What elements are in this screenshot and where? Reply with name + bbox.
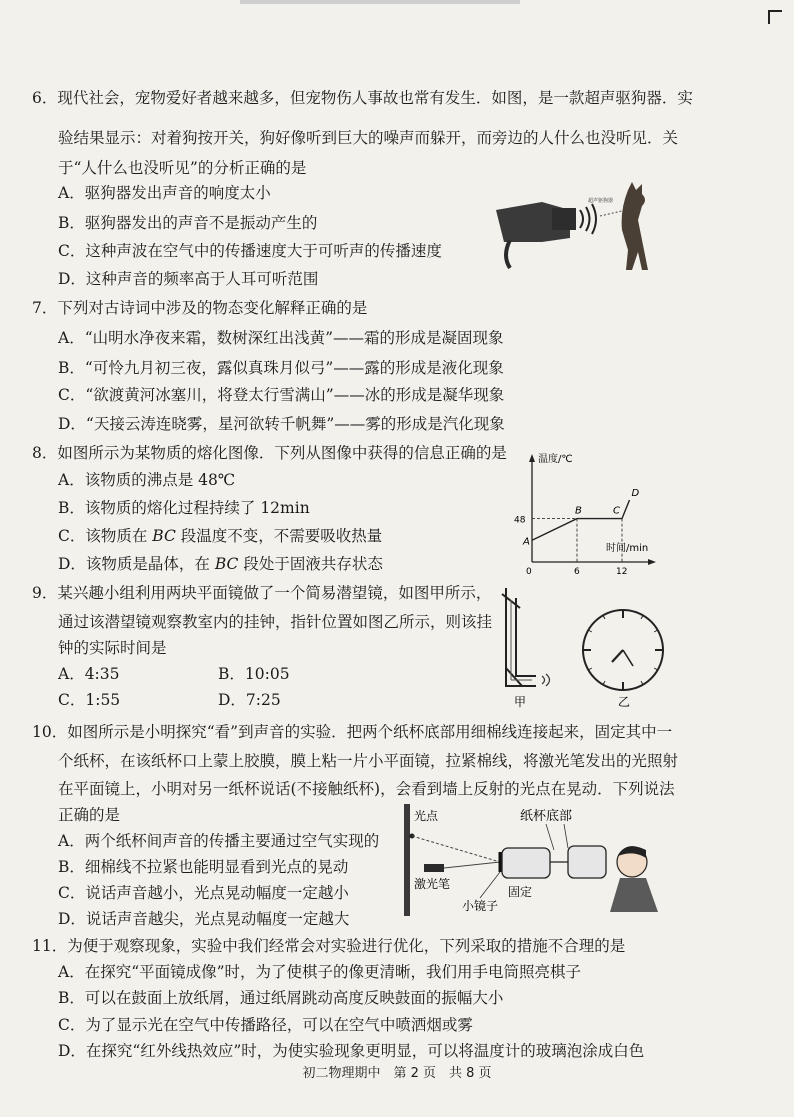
chart-ytick-48: 48 [514, 515, 526, 526]
q6-stem-line2: 验结果显示：对着狗按开关，狗好像听到巨大的噪声而躲开，而旁边的人什么也没听见．关 [58, 129, 679, 147]
q6-option-c: C．这种声波在空气中的传播速度大于可听声的传播速度 [58, 242, 442, 260]
q8-melting-chart [510, 450, 660, 575]
q9-stem-line2: 通过该潜望镜观察教室内的挂钟，指针位置如图乙所示，则该挂 [58, 613, 493, 631]
label-yi: 乙 [618, 695, 631, 709]
label-mirror: 小镜子 [462, 899, 499, 913]
chart-y-axis-arrow [529, 454, 535, 462]
q10-stem-line1: 10．如图所示是小明探究“看”到声音的实验．把两个纸杯底部用细棉线连接起来，固定其中一 [32, 723, 673, 741]
q10-figure-laser-cups [396, 800, 666, 925]
q9-option-a: A．4:35 [58, 665, 120, 683]
label-light-spot: 光点 [414, 809, 439, 823]
q7-option-b: B．“可怜九月初三夜，露似真珠月似弓”——露的形成是液化现象 [58, 359, 504, 377]
clock-hour-hand [612, 650, 623, 662]
q10-option-c: C．说话声音越小，光点晃动幅度一定越小 [58, 884, 349, 902]
chart-point-label-b: B [575, 505, 582, 517]
q10-stem-line3: 在平面镜上，小明对另一纸杯说话(不接触纸杯)，会看到墙上反射的光点在晃动．下列说法 [58, 780, 675, 798]
boy [610, 846, 658, 912]
q11-option-d: D．在探究“红外线热效应”时，为使实验现象更明显，可以将温度计的玻璃泡涂成白色 [58, 1042, 645, 1060]
periscope [502, 588, 550, 686]
q6-device-label: 超声驱狗器 [588, 198, 614, 204]
q7-stem: 7．下列对古诗词中涉及的物态变化解释正确的是 [32, 299, 368, 317]
chart-y-label: 温度/℃ [538, 454, 573, 465]
label-jia: 甲 [514, 695, 527, 709]
wall [404, 804, 410, 916]
q6-stem-line3: 于“人什么也没听见”的分析正确的是 [58, 159, 307, 177]
chart-origin-label: 0 [526, 567, 532, 575]
q9-stem-line1: 9．某兴趣小组利用两块平面镜做了一个简易潜望镜，如图甲所示， [32, 584, 492, 602]
q6-figure-dog-repeller [492, 180, 662, 276]
laser-pen [424, 864, 444, 872]
q9-option-d: D．7:25 [218, 691, 281, 709]
q10-option-d: D．说话声音越尖，光点晃动幅度一定越大 [58, 910, 350, 928]
q10-stem-line4: 正确的是 [58, 806, 121, 824]
chart-xtick-6: 6 [574, 567, 580, 575]
q11-option-b: B．可以在鼓面上放纸屑，通过纸屑跳动高度反映鼓面的振幅大小 [58, 989, 504, 1007]
chart-point-label-a: A [523, 536, 530, 548]
q7-option-d: D．“天接云涛连晓雾，星河欲转千帆舞”——雾的形成是汽化现象 [58, 415, 505, 433]
label-laser: 激光笔 [414, 877, 451, 891]
clock-minute-hand [623, 650, 633, 666]
cup-left [502, 848, 550, 878]
q11-stem: 11．为便于观察现象，实验中我们经常会对实验进行优化，下列采取的措施不合理的是 [32, 937, 626, 955]
q9-stem-line3: 钟的实际时间是 [58, 639, 167, 657]
q6-option-d: D．这种声音的频率高于人耳可听范围 [58, 270, 319, 288]
chart-point-label-d: D [631, 488, 640, 499]
q8-option-c: C．该物质在 BC 段温度不变，不需要吸收热量 [58, 527, 383, 545]
q11-option-a: A．在探究“平面镜成像”时，为了使棋子的像更清晰，我们用手电筒照亮棋子 [58, 963, 582, 981]
q8-stem: 8．如图所示为某物质的熔化图像．下列从图像中获得的信息正确的是 [32, 444, 507, 462]
q11-option-c: C．为了显示光在空气中传播路径，可以在空气中喷洒烟或雾 [58, 1016, 473, 1034]
q10-option-b: B．细棉线不拉紧也能明显看到光点的晃动 [58, 858, 349, 876]
clock [583, 610, 663, 690]
page-footer: 初二物理期中 第 2 页 共 8 页 [302, 1066, 492, 1081]
chart-point-label-c: C [613, 505, 620, 517]
q6-option-b: B．驱狗器发出的声音不是振动产生的 [58, 214, 318, 232]
q10-stem-line2: 个纸杯，在该纸杯口上蒙上胶膜，膜上粘一片小平面镜，拉紧棉线，将激光笔发出的光照射 [58, 752, 679, 770]
q8-option-a: A．该物质的沸点是 48℃ [58, 471, 236, 489]
chart-x-label: 时间/min [606, 543, 649, 554]
q7-option-c: C．“欲渡黄河冰塞川，将登太行雪满山”——冰的形成是凝华现象 [58, 386, 505, 404]
label-cup-bottom: 纸杯底部 [520, 809, 573, 824]
chart-x-axis-arrow [648, 559, 656, 565]
q9-option-c: C．1:55 [58, 691, 121, 709]
q6-stem-line1: 6．现代社会，宠物爱好者越来越多，但宠物伤人事故也常有发生．如图，是一款超声驱狗器．实 [32, 89, 693, 107]
cup-right [568, 846, 606, 878]
q7-option-a: A．“山明水净夜来霜，数树深红出浅黄”——霜的形成是凝固现象 [58, 329, 504, 347]
corner-mark [768, 10, 782, 24]
q6-option-a: A．驱狗器发出声音的响度太小 [58, 184, 271, 202]
q8-option-d: D．该物质是晶体，在 BC 段处于固液共存状态 [58, 555, 383, 573]
label-fixed: 固定 [508, 885, 533, 899]
q8-option-b: B．该物质的熔化过程持续了 12min [58, 499, 310, 517]
scan-top-edge [240, 0, 520, 4]
q9-figure-periscope-clock [492, 582, 672, 712]
q10-option-a: A．两个纸杯间声音的传播主要通过空气实现的 [58, 832, 380, 850]
q9-option-b: B．10:05 [218, 665, 290, 683]
chart-xtick-12: 12 [616, 567, 628, 575]
